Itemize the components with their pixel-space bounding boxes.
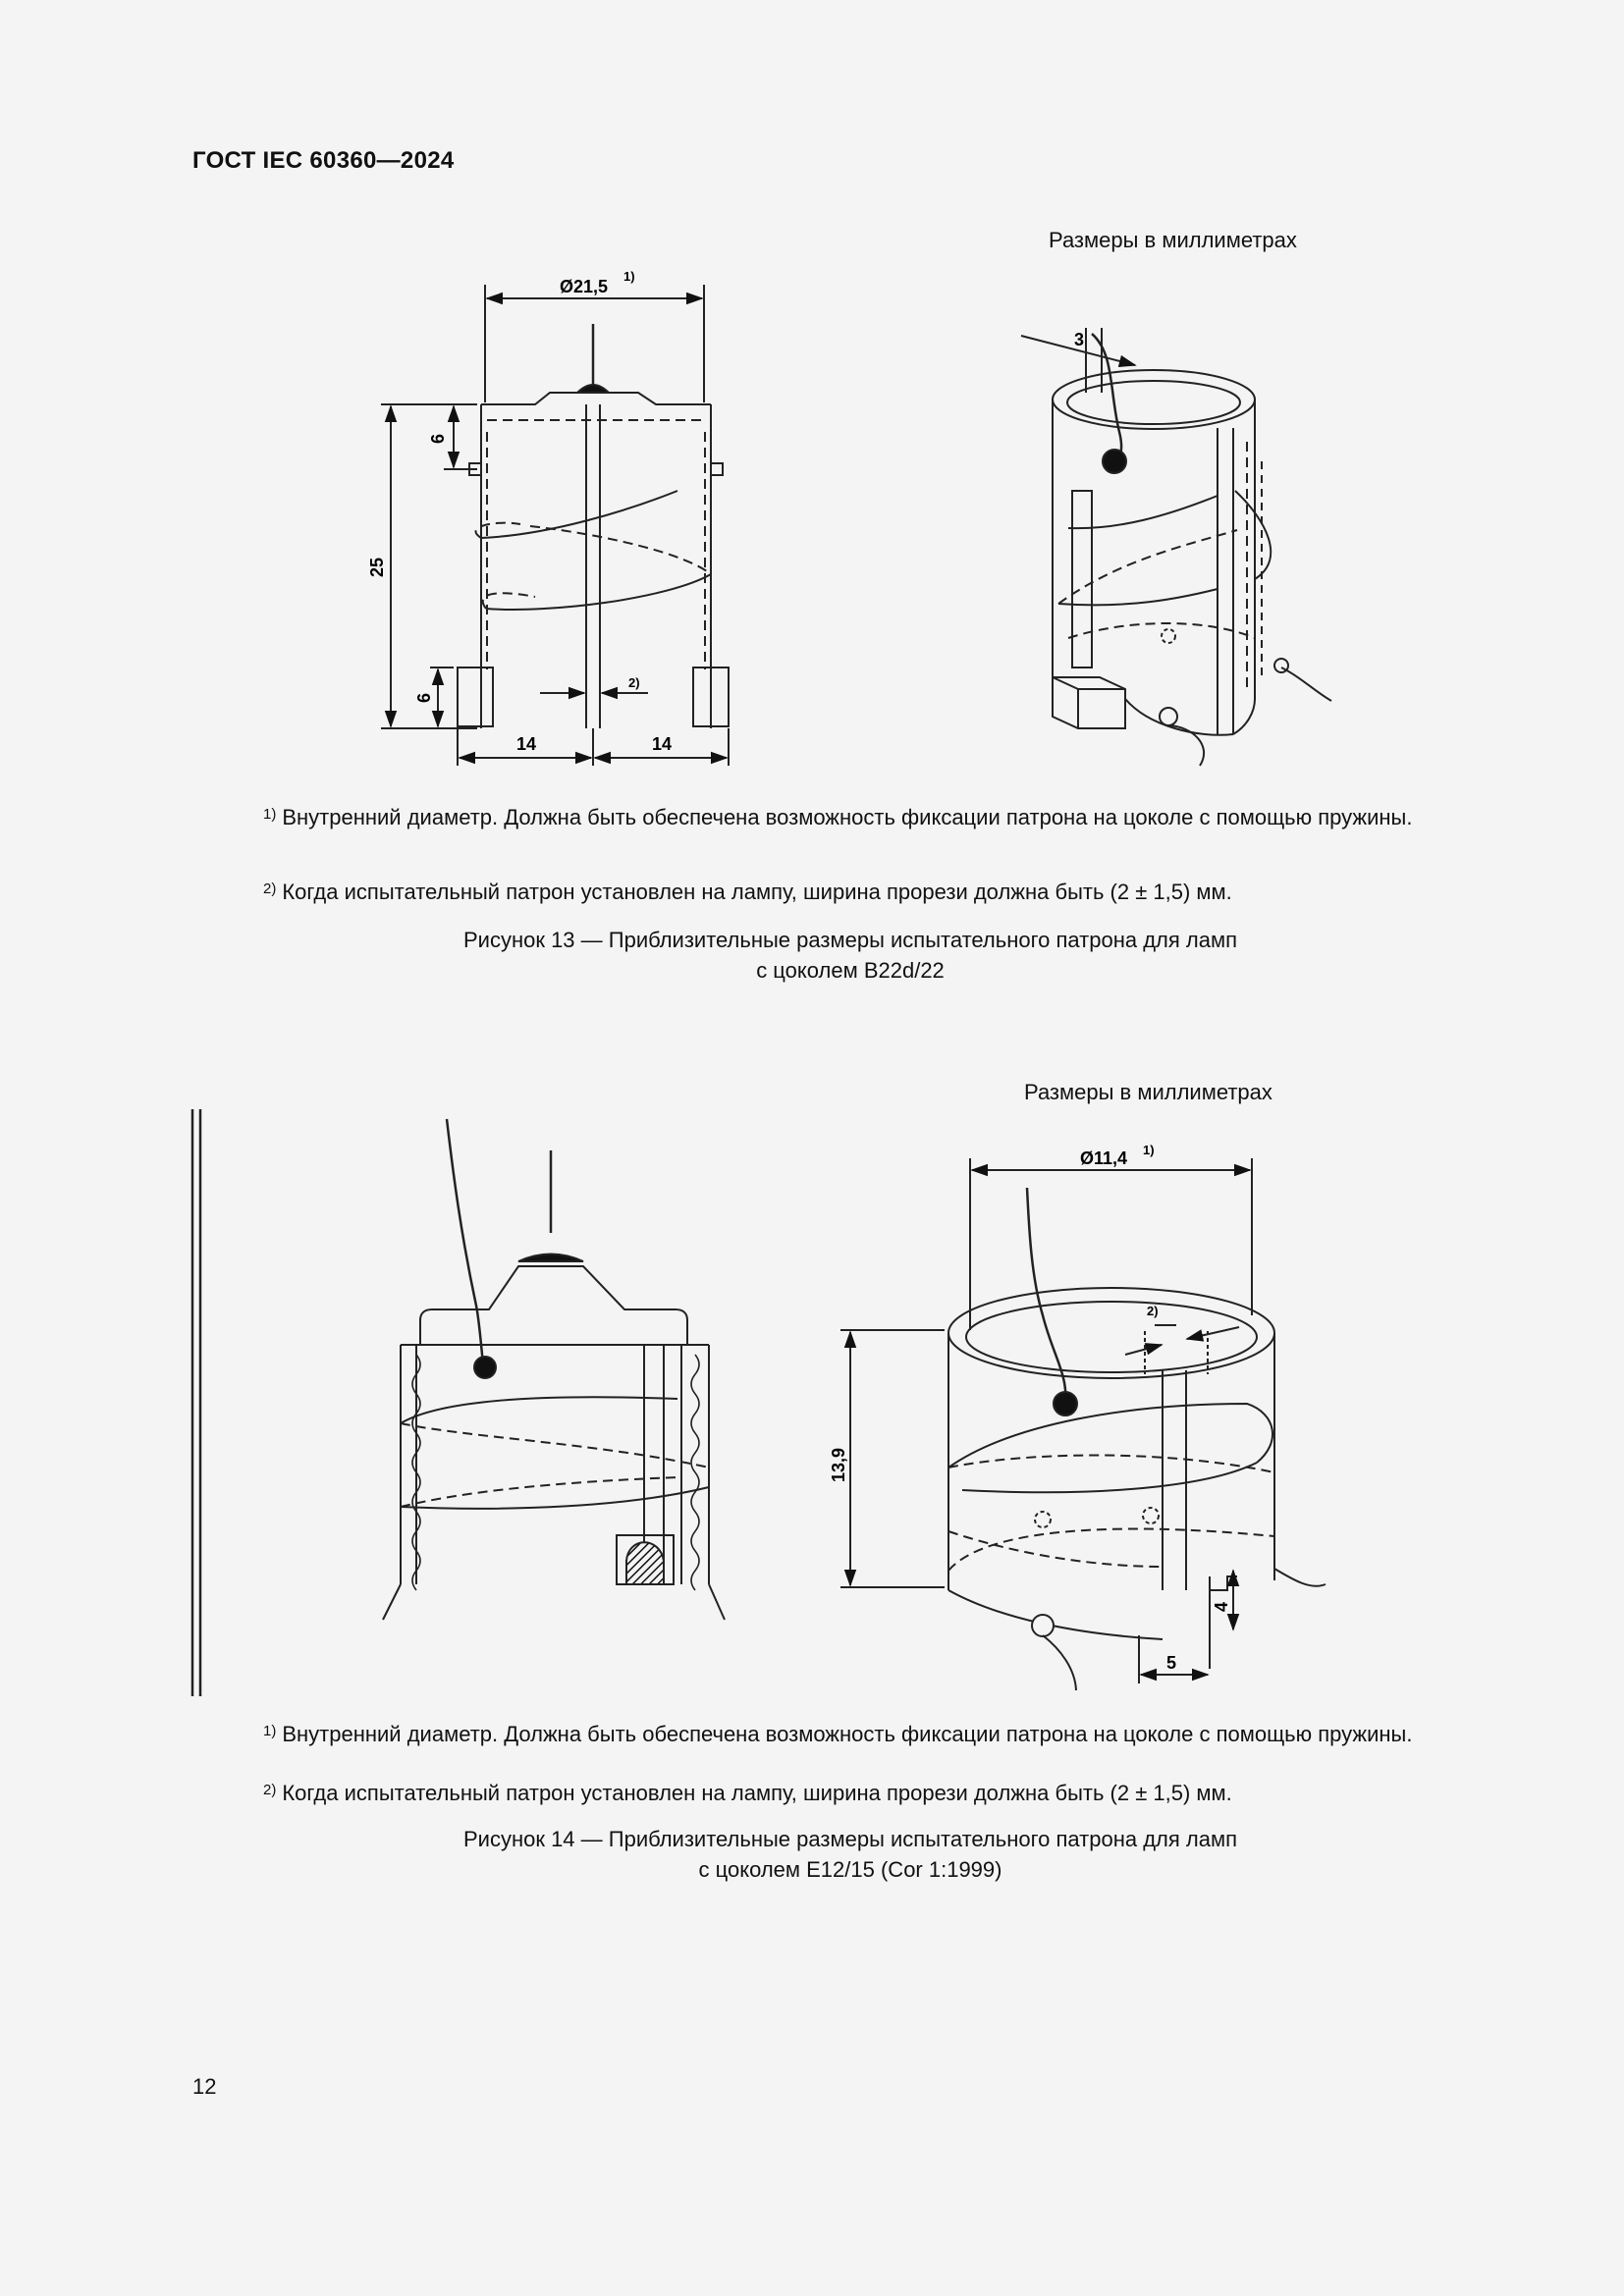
fig14-margin-bar — [192, 1109, 200, 1696]
fig14-footnote-1: $^{1)}$ Внутренний диаметр. Должна быть обеспечена возможность фиксации патрона на цоколе с помощью пружины. — [263, 1722, 1413, 1746]
fig13-iso-offset-label: 3 — [1074, 330, 1085, 349]
fig14-footnote-2: $^{2)}$ Когда испытательный патрон установлен на лампу, ширина прорези должна быть (2 ± 1,5) мм. — [263, 1781, 1232, 1805]
fig14-height-label: 13,9 — [829, 1447, 848, 1482]
document-header: ГОСТ IEC 60360—2024 — [192, 147, 455, 174]
fig13-bottom-band-label: 6 — [414, 692, 434, 703]
fig13-footnote-2: $^{2)}$ Когда испытательный патрон установлен на лампу, ширина прорези должна быть (2 ± 1,5) мм. — [263, 880, 1232, 904]
fig13-diameter-label: Ø21,5 — [560, 277, 609, 296]
page-number: 12 — [192, 2074, 217, 2099]
fig13-caption: Рисунок 13 — Приблизительные размеры испытательного патрона для ламп с цоколем B22d/22 — [462, 928, 1238, 983]
fig14-slot-ref: 2) — [1147, 1304, 1159, 1318]
fig13-footnote-1: $^{1)}$ Внутренний диаметр. Должна быть обеспечена возможность фиксации патрона на цоколе с помощью пружины. — [263, 805, 1413, 829]
fig13-front-dimension-labels — [367, 269, 672, 754]
fig13-half-width-left: 14 — [516, 734, 537, 754]
fig14-units-note: Размеры в миллиметрах — [1024, 1080, 1272, 1104]
fig14-diameter-ref: 1) — [1143, 1143, 1155, 1157]
fig14-notch-width-label: 5 — [1166, 1653, 1177, 1673]
fig14-caption: Рисунок 14 — Приблизительные размеры испытательного патрона для ламп с цоколем E12/15 (Cor 1:1999) — [462, 1827, 1238, 1882]
fig13-isometric-view — [1021, 328, 1331, 766]
fig13-slot-ref: 2) — [628, 675, 640, 690]
fig14-notch-height-label: 4 — [1212, 1601, 1231, 1612]
fig14-diameter-label: Ø11,4 — [1080, 1148, 1128, 1168]
fig13-height-label: 25 — [367, 557, 387, 577]
fig13-half-width-right: 14 — [652, 734, 673, 754]
fig14-front-view — [383, 1119, 725, 1620]
fig13-units-note: Размеры в миллиметрах — [1049, 228, 1297, 252]
fig13-diameter-ref: 1) — [623, 269, 635, 284]
fig14-isometric-view — [840, 1158, 1326, 1690]
fig13-top-band-label: 6 — [428, 433, 448, 444]
